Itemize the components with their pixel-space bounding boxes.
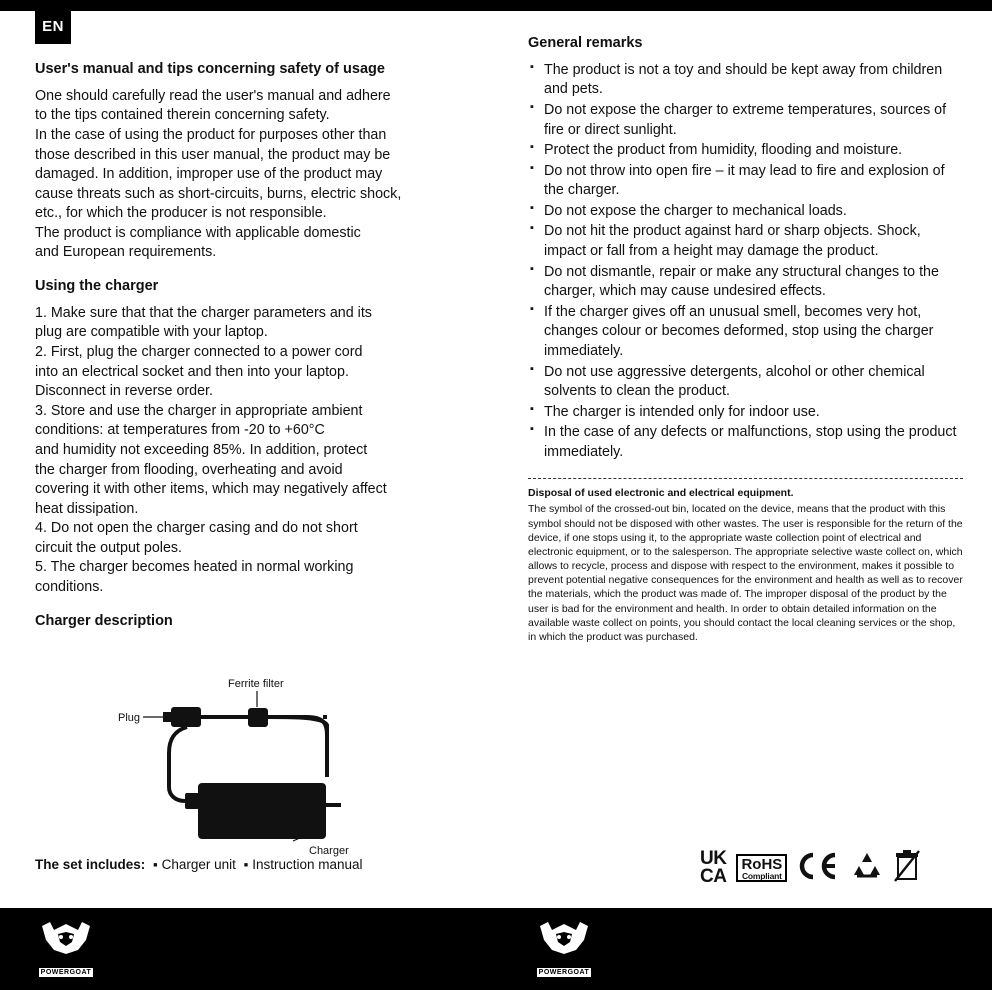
step-line: conditions.: [35, 578, 104, 595]
set-includes-bullet: ▪: [243, 857, 249, 872]
compliance-marks: [700, 845, 970, 891]
charger-diagram: [35, 655, 480, 857]
list-item: ▪ In the case of any defects or malfunctions, stop using the product immediately.: [528, 423, 963, 462]
top-right-marker: [948, 2, 984, 6]
step-line: Disconnect in reverse order.: [35, 383, 213, 400]
step-line: conditions: at temperatures from -20 to +60°C: [35, 422, 325, 439]
step-line: 1. Make sure that that the charger parameters and its: [35, 304, 372, 321]
intro-line: etc., for which the producer is not responsible.: [35, 205, 327, 222]
set-includes-item: Charger unit: [161, 857, 236, 872]
section-heading-general-remarks: General remarks: [528, 35, 643, 51]
section-heading-charger-description: Charger description: [35, 612, 173, 629]
intro-line: One should carefully read the user's manual and adhere: [35, 87, 391, 104]
list-item: ▪ If the charger gives off an unusual smell, becomes very hot, changes colour or becomes deformed, stop using the charger immediately.: [528, 303, 963, 362]
set-includes: [35, 857, 505, 872]
bottom-black-bar: [0, 908, 992, 990]
ukca-line-1: UK: [700, 847, 727, 869]
step-line: 5. The charger becomes heated in normal working: [35, 559, 354, 576]
step-line: circuit the output poles.: [35, 539, 183, 556]
brand-name: POWERGOAT: [40, 969, 92, 976]
step-line: covering it with other items, which may negatively affect: [35, 481, 387, 498]
set-includes-bullet: ▪: [153, 857, 158, 872]
disposal-text: The symbol of the crossed-out bin, located on the device, means that the product with this symbol should not be disposed with other wastes. The user is responsible for the return of the device, if one stops using it, to the appropriate waste collection point of electrical and electronic equipment, or to the salesperson. The appropriate selective waste collect on, which allows to recycle, process and dispose with respect to the environment, makes it possible to prevent potential negative consequences for the environment and health as well as to recover the materials, which the product was made of. The improper disposal of the product by the user is bad for the environment and health. In order to obtain detailed information on the available waste collect on points, you should contact the local cleaning services or the shop, in which the product was purchased.: [528, 503, 963, 643]
crossed-out-bin-icon: [893, 849, 921, 888]
list-item: ▪ Do not dismantle, repair or make any structural changes to the charger, which may cause undesired effects.: [528, 263, 963, 302]
list-item: ▪ Do not throw into open fire – it may lead to fire and explosion of the charger.: [528, 162, 963, 201]
intro-line: damaged. In addition, improper use of the product may: [35, 166, 383, 183]
section-heading-using-charger: Using the charger: [35, 278, 159, 295]
rohs-line-1: RoHS: [741, 855, 783, 873]
intro-line: those described in this user manual, the product may be: [35, 146, 391, 163]
recycle-icon: [851, 851, 883, 886]
rohs-line-2: Compliant: [741, 870, 782, 881]
set-includes-item: Instruction manual: [252, 857, 363, 872]
list-item: ▪ Do not hit the product against hard or sharp objects. Shock, impact or fall from a height may damage the product.: [528, 222, 963, 261]
list-item: ▪ The product is not a toy and should be kept away from children and pets.: [528, 61, 963, 100]
intro-line: and European requirements.: [35, 244, 217, 261]
step-line: into an electrical socket and then into your laptop.: [35, 363, 349, 380]
intro-paragraph: [35, 87, 480, 263]
ferrite-filter-label: Ferrite filter: [228, 678, 284, 690]
intro-line: to the tips contained therein concerning safety.: [35, 107, 330, 124]
ce-mark: [797, 851, 841, 886]
brand-logo: [33, 920, 99, 980]
brand-name: POWERGOAT: [538, 969, 590, 976]
step-line: and humidity not exceeding 85%. In addition, protect: [35, 441, 368, 458]
intro-line: The product is compliance with applicable domestic: [35, 224, 361, 241]
disposal-heading: Disposal of used electronic and electrical equipment.: [528, 487, 794, 500]
divider: [528, 478, 963, 479]
right-column: [528, 34, 963, 644]
intro-line: cause threats such as short-circuits, burns, electric shock,: [35, 185, 402, 202]
list-item: ▪ Do not use aggressive detergents, alcohol or other chemical solvents to clean the product.: [528, 363, 963, 402]
ukca-line-2: CA: [700, 866, 727, 887]
usage-steps: [35, 304, 480, 598]
list-item: ▪ Do not expose the charger to mechanical loads.: [528, 202, 963, 222]
list-item: ▪ Protect the product from humidity, flooding and moisture.: [528, 141, 963, 161]
step-line: 4. Do not open the charger casing and do not short: [35, 520, 358, 537]
ukca-mark: [700, 847, 727, 887]
rohs-mark: [736, 854, 787, 883]
left-column: [35, 60, 480, 638]
step-line: plug are compatible with your laptop.: [35, 324, 268, 341]
list-item: ▪ Do not expose the charger to extreme temperatures, sources of fire or direct sunlight.: [528, 101, 963, 140]
charger-label: Charger: [309, 845, 349, 857]
language-badge: EN: [35, 8, 71, 44]
general-remarks-list: [528, 61, 963, 463]
top-black-bar: [0, 0, 992, 11]
section-heading-manual: User's manual and tips concerning safety of usage: [35, 61, 385, 77]
plug-label: Plug: [118, 712, 141, 724]
brand-logo: [531, 920, 597, 980]
step-line: the charger from flooding, overheating and avoid: [35, 461, 343, 478]
step-line: 3. Store and use the charger in appropriate ambient: [35, 402, 363, 419]
list-item: ▪ The charger is intended only for indoor use.: [528, 403, 963, 423]
set-includes-label: The set includes:: [35, 857, 146, 872]
step-line: heat dissipation.: [35, 500, 139, 517]
step-line: 2. First, plug the charger connected to a power cord: [35, 344, 363, 361]
intro-line: In the case of using the product for purposes other than: [35, 127, 387, 143]
